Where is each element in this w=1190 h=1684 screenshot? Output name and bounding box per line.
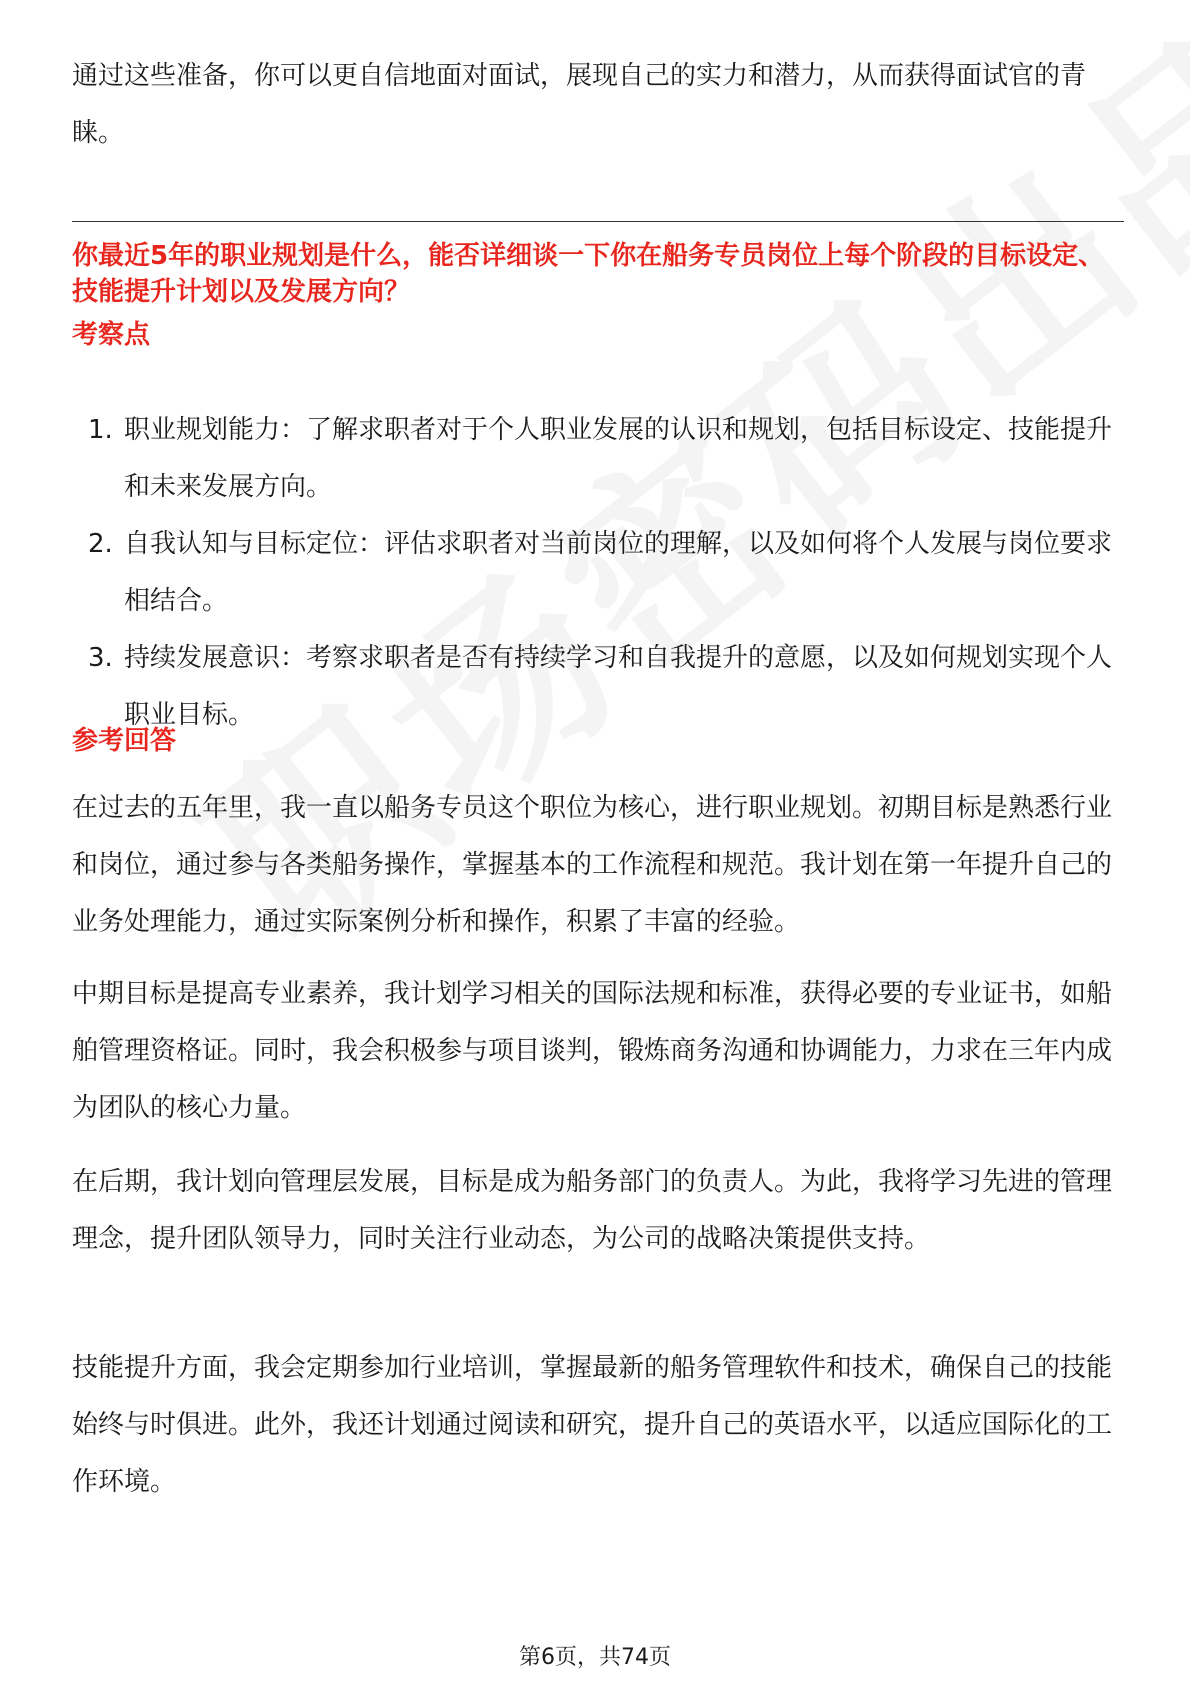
list-item bbox=[72, 630, 1122, 744]
answer-paragraph: 中期目标是提高专业素养，我计划学习相关的国际法规和标准，获得必要的专业证书，如船舶管理资格证。同时，我会积极参与项目谈判，锻炼商务沟通和协调能力，力求在三年内成为团队的核心力量。 bbox=[72, 979, 1113, 1123]
page-number: 第6页，共74页 bbox=[519, 1645, 671, 1670]
intro-paragraph: 通过这些准备，你可以更自信地面对面试，展现自己的实力和潜力，从而获得面试官的青睐。 bbox=[72, 61, 1087, 148]
key-points-heading: 考察点 bbox=[72, 320, 151, 350]
answer-paragraph: 技能提升方面，我会定期参加行业培训，掌握最新的船务管理软件和技术，确保自己的技能始终与时俱进。此外，我还计划通过阅读和研究，提升自己的英语水平，以适应国际化的工作环境。 bbox=[72, 1353, 1113, 1497]
list-item-number: 1. bbox=[88, 415, 113, 445]
list-item-text: 职业规划能力：了解求职者对于个人职业发展的认识和规划，包括目标设定、技能提升和未来发展方向。 bbox=[124, 415, 1113, 502]
answer-heading: 参考回答 bbox=[72, 726, 177, 756]
section-divider bbox=[72, 221, 1124, 222]
key-points-list bbox=[72, 402, 1122, 744]
list-item-number: 3. bbox=[88, 643, 113, 673]
list-item-number: 2. bbox=[88, 529, 113, 559]
list-item-text: 自我认知与目标定位：评估求职者对当前岗位的理解，以及如何将个人发展与岗位要求相结合。 bbox=[124, 529, 1113, 616]
answer-paragraph: 在后期，我计划向管理层发展，目标是成为船务部门的负责人。为此，我将学习先进的管理理念，提升团队领导力，同时关注行业动态，为公司的战略决策提供支持。 bbox=[72, 1167, 1113, 1254]
list-item bbox=[72, 516, 1122, 630]
question-title: 你最近5年的职业规划是什么，能否详细谈一下你在船务专员岗位上每个阶段的目标设定、技能提升计划以及发展方向？ bbox=[72, 241, 1105, 307]
answer-paragraph: 在过去的五年里，我一直以船务专员这个职位为核心，进行职业规划。初期目标是熟悉行业和岗位，通过参与各类船务操作，掌握基本的工作流程和规范。我计划在第一年提升自己的业务处理能力，通过实际案例分析和操作，积累了丰富的经验。 bbox=[72, 793, 1113, 937]
list-item bbox=[72, 402, 1122, 516]
list-item-text: 持续发展意识：考察求职者是否有持续学习和自我提升的意愿，以及如何规划实现个人职业目标。 bbox=[124, 643, 1113, 730]
